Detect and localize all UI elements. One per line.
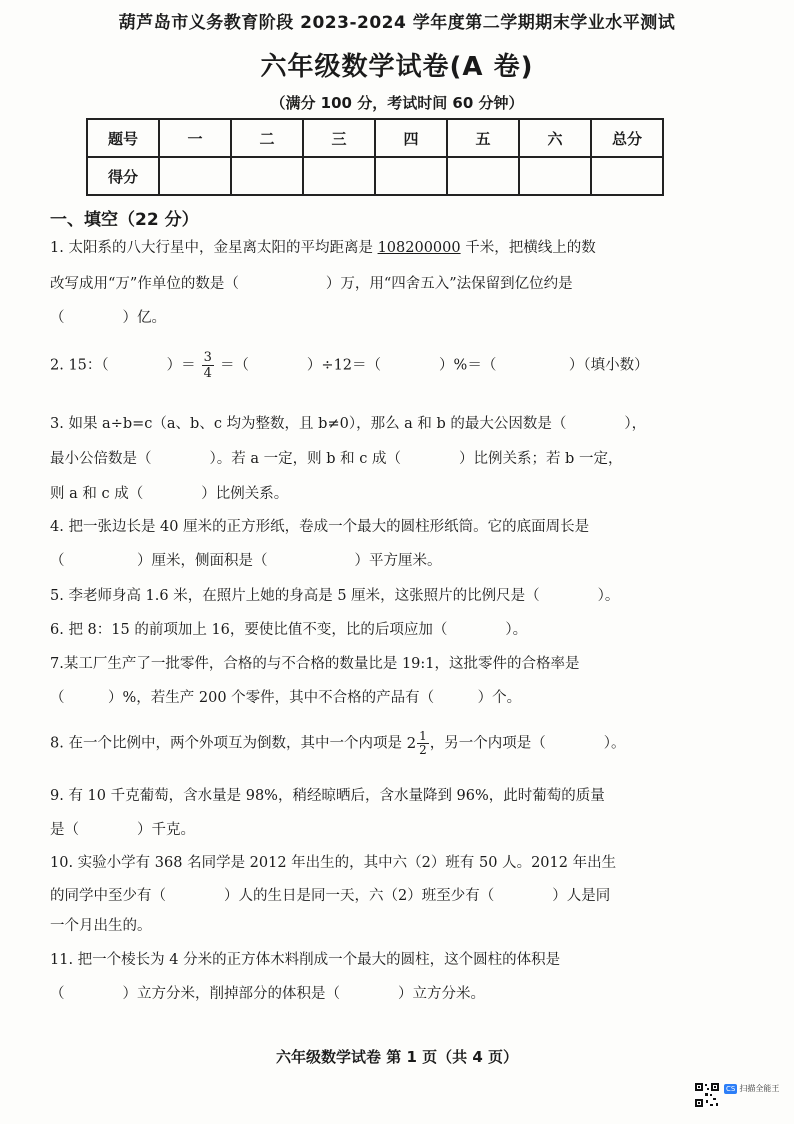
question-4-line-1: 4. 把一张边长是 40 厘米的正方形纸，卷成一个最大的圆柱形纸筒。它的底面周长是 xyxy=(50,519,590,535)
scanner-watermark xyxy=(724,1083,779,1094)
underlined-number: 108200000 xyxy=(377,240,461,256)
mixed-number xyxy=(407,730,430,757)
question-text: 千米，把横线上的数 xyxy=(460,240,596,256)
question-7-line-1: 7.某工厂生产了一批零件，合格的与不合格的数量比是 19:1，这批零件的合格率是 xyxy=(50,656,580,672)
qr-code-icon xyxy=(694,1082,720,1108)
question-1-line-2: 改写成用“万”作单位的数是（ ）万，用“四舍五入”法保留到亿位约是 xyxy=(50,276,573,292)
section-heading: 一、填空（22 分） xyxy=(50,210,199,230)
question-2 xyxy=(50,350,702,381)
score-cell: 六 xyxy=(519,119,591,157)
fraction xyxy=(417,730,429,757)
fraction-numerator: 1 xyxy=(419,729,427,743)
paper-subtitle: （满分 100 分，考试时间 60 分钟） xyxy=(270,94,524,112)
score-blank-cell[interactable] xyxy=(591,157,663,195)
question-3-line-1: 3. 如果 a÷b=c（a、b、c 均为整数，且 b≠0），那么 a 和 b 的最大公因数是（ ）， xyxy=(50,416,647,432)
fraction-numerator: 3 xyxy=(203,350,212,365)
fraction-denominator: 4 xyxy=(203,366,212,381)
fraction-denominator: 2 xyxy=(419,743,427,757)
score-blank-cell[interactable] xyxy=(231,157,303,195)
score-cell: 得分 xyxy=(87,157,159,195)
question-10-line-3: 一个月出生的。 xyxy=(50,918,152,934)
score-table-score-row xyxy=(87,157,663,195)
question-text: ，另一个内项是（ ）。 xyxy=(429,735,626,752)
question-text: 1. 太阳系的八大行星中，金星离太阳的平均距离是 xyxy=(50,240,378,256)
score-cell: 总分 xyxy=(591,119,663,157)
paper-title: 六年级数学试卷(A 卷) xyxy=(260,52,534,82)
score-blank-cell[interactable] xyxy=(375,157,447,195)
question-text: 8. 在一个比例中，两个外项互为倒数，其中一个内项是 xyxy=(50,735,407,752)
score-table-header-row xyxy=(87,119,663,157)
question-10-line-2: 的同学中至少有（ ）人的生日是同一天，六（2）班至少有（ ）人是同 xyxy=(50,888,611,904)
question-9-line-2: 是（ ）千克。 xyxy=(50,822,195,838)
score-cell: 五 xyxy=(447,119,519,157)
exam-header: 葫芦岛市义务教育阶段 2023-2024 学年度第二学期期末学业水平测试 xyxy=(118,13,676,33)
question-text: ＝（ ）÷12＝（ ）%＝（ ）（填小数） xyxy=(219,357,649,374)
score-cell: 二 xyxy=(231,119,303,157)
question-11-line-2: （ ）立方分米，削掉部分的体积是（ ）立方分米。 xyxy=(50,986,485,1002)
question-5: 5. 李老师身高 1.6 米，在照片上她的身高是 5 厘米，这张照片的比例尺是（ ）。 xyxy=(50,588,620,604)
question-4-line-2: （ ）厘米，侧面积是（ ）平方厘米。 xyxy=(50,553,442,569)
question-text: 2. 15：（ ）＝ xyxy=(50,357,196,374)
question-8 xyxy=(50,730,702,757)
question-1-line-1 xyxy=(50,240,702,257)
watermark-text: 扫描全能王 xyxy=(739,1084,780,1093)
question-11-line-1: 11. 把一个棱长为 4 分米的正方体木料削成一个最大的圆柱，这个圆柱的体积是 xyxy=(50,952,561,968)
score-cell: 一 xyxy=(159,119,231,157)
score-blank-cell[interactable] xyxy=(519,157,591,195)
score-table xyxy=(86,118,664,196)
question-6: 6. 把 8：15 的前项加上 16，要使比值不变，比的后项应加（ ）。 xyxy=(50,622,528,638)
question-9-line-1: 9. 有 10 千克葡萄，含水量是 98%，稍经晾晒后，含水量降到 96%，此时葡萄的质量 xyxy=(50,788,605,804)
mixed-whole: 2 xyxy=(406,734,417,752)
question-1-line-3: （ ）亿。 xyxy=(50,310,166,326)
page-footer: 六年级数学试卷 第 1 页（共 4 页） xyxy=(276,1048,518,1066)
score-cell: 四 xyxy=(375,119,447,157)
question-10-line-1: 10. 实验小学有 368 名同学是 2012 年出生的，其中六（2）班有 50 人。2012 年出生 xyxy=(50,855,617,871)
question-7-line-2: （ ）%，若生产 200 个零件，其中不合格的产品有（ ）个。 xyxy=(50,690,522,706)
score-blank-cell[interactable] xyxy=(447,157,519,195)
watermark-badge: CS xyxy=(726,1085,736,1093)
score-cell: 三 xyxy=(303,119,375,157)
question-3-line-2: 最小公倍数是（ ）。若 a 一定，则 b 和 c 成（ ）比例关系；若 b 一定， xyxy=(50,451,623,467)
score-cell: 题号 xyxy=(87,119,159,157)
question-3-line-3: 则 a 和 c 成（ ）比例关系。 xyxy=(50,486,289,502)
fraction xyxy=(202,350,214,381)
score-blank-cell[interactable] xyxy=(159,157,231,195)
score-blank-cell[interactable] xyxy=(303,157,375,195)
